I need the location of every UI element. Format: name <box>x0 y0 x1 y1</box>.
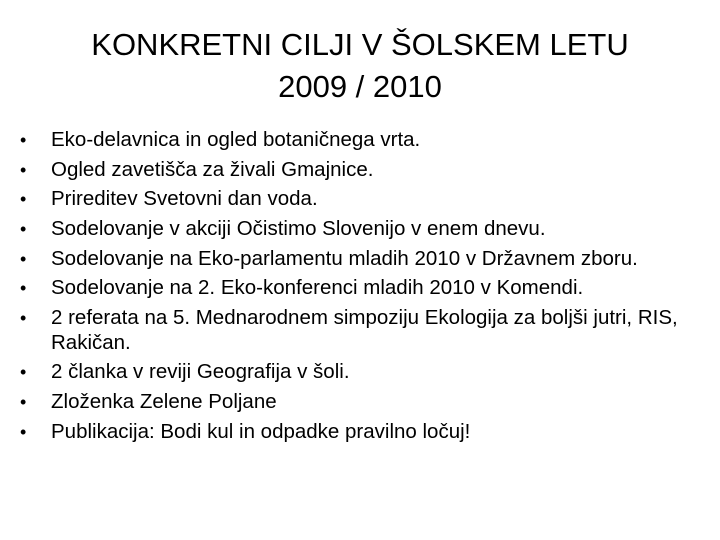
bullet-icon: • <box>20 308 27 329</box>
bullet-text: Zloženka Zelene Poljane <box>51 390 277 413</box>
bullet-text: Sodelovanje v akciji Očistimo Slovenijo v enem dnevu. <box>51 217 546 241</box>
list-item <box>18 276 708 301</box>
bullet-text: Publikacija: Bodi kul in odpadke pravilno ločuj! <box>51 419 471 443</box>
list-item <box>18 420 708 445</box>
title-line-1: KONKRETNI CILJI V ŠOLSKEM LETU <box>91 27 629 62</box>
bullet-list <box>18 128 708 449</box>
list-item <box>18 390 708 415</box>
list-item <box>18 306 708 355</box>
slide-title <box>40 24 680 108</box>
bullet-text: 2 referata na 5. Mednarodnem simpoziju Ekologija za boljši jutri, RIS, Rakičan. <box>51 306 678 354</box>
bullet-icon: • <box>20 278 27 299</box>
bullet-icon: • <box>20 189 27 210</box>
bullet-text: 2 članka v reviji Geografija v šoli. <box>51 360 350 384</box>
list-item <box>18 360 708 385</box>
list-item <box>18 128 708 153</box>
list-item <box>18 217 708 242</box>
title-line-2: 2009 / 2010 <box>278 69 442 104</box>
bullet-text: Sodelovanje na 2. Eko-konferenci mladih 2010 v Komendi. <box>51 276 584 300</box>
list-item <box>18 187 708 212</box>
bullet-text: Sodelovanje na Eko-parlamentu mladih 2010 v Državnem zboru. <box>51 246 638 270</box>
bullet-icon: • <box>20 362 27 383</box>
bullet-icon: • <box>20 421 27 442</box>
bullet-text: Ogled zavetišča za živali Gmajnice. <box>51 157 374 181</box>
bullet-icon: • <box>20 248 27 269</box>
bullet-text: Eko-delavnica in ogled botaničnega vrta. <box>51 128 421 151</box>
list-item <box>18 158 708 183</box>
bullet-icon: • <box>20 130 27 150</box>
list-item <box>18 247 708 272</box>
bullet-icon: • <box>20 159 27 180</box>
bullet-icon: • <box>20 392 27 412</box>
bullet-icon: • <box>20 219 27 240</box>
bullet-text: Prireditev Svetovni dan voda. <box>51 187 318 211</box>
